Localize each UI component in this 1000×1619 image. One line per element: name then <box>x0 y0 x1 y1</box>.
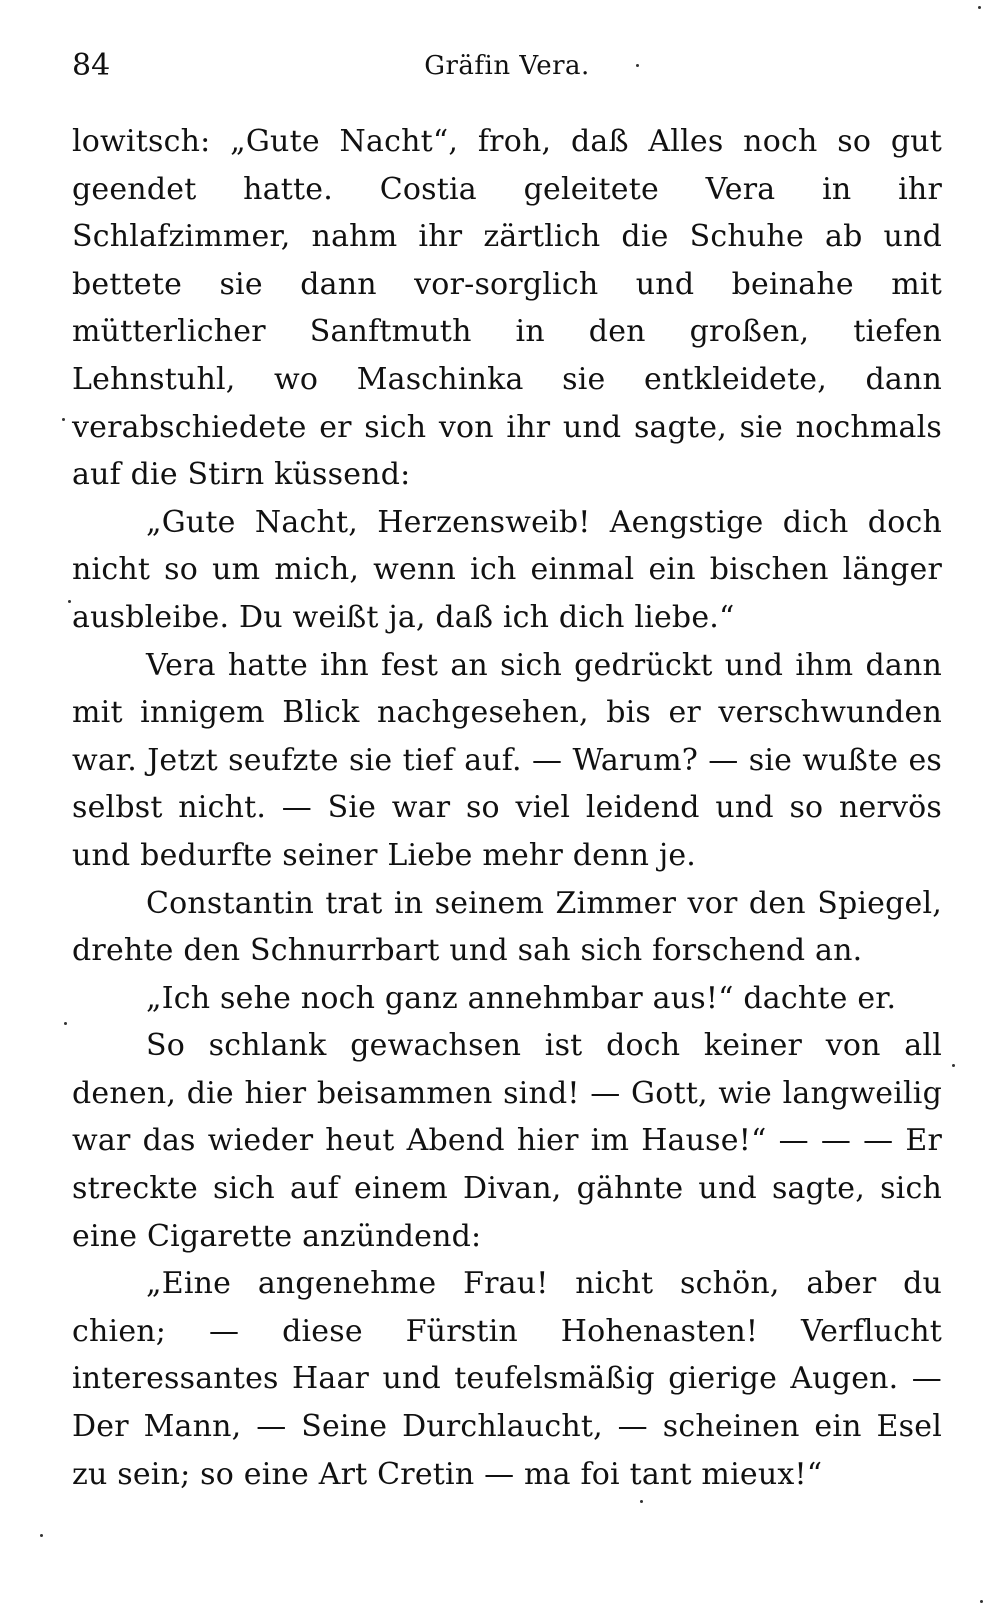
paper-speck <box>68 600 71 603</box>
paper-speck <box>640 1500 643 1503</box>
paper-speck <box>64 1022 67 1025</box>
paragraph: Constantin trat in seinem Zimmer vor den Spiegel, drehte den Schnurrbart und sah sich forschend an. <box>72 885 942 969</box>
paragraph-dialogue: „Gute Nacht, Herzensweib! Aengstige dich doch nicht so um mich, wenn ich einmal ein bischen länger ausbleibe. Du weißt ja, daß ich dich liebe.“ <box>72 504 942 635</box>
paper-speck <box>40 1534 43 1537</box>
paragraph-dialogue: „Ich sehe noch ganz annehmbar aus!“ dachte er. <box>146 980 897 1016</box>
body-text <box>72 118 942 1498</box>
paper-speck <box>636 64 639 67</box>
paragraph-continuation: lowitsch: „Gute Nacht“, froh, daß Alles noch so gut geendet hatte. Costia geleitete Vera in ihr Schlafzimmer, nahm ihr zärtlich die Schuhe ab und bettete sie dann vor-sorglich und beinahe mit mütterlicher Sanftmuth in den großen, tiefen Lehnstuhl, wo Maschinka sie entkleidete, dann verabschiedete er sich von ihr und sagte, sie nochmals auf die Stirn küssend: <box>72 124 942 493</box>
paper-speck <box>980 1600 983 1603</box>
page-number: 84 <box>72 48 111 83</box>
paragraph: Vera hatte ihn fest an sich gedrückt und ihm dann mit innigem Blick nachgesehen, bis er verschwunden war. Jetzt seufzte sie tief auf. — Warum? — sie wußte es selbst nicht. — Sie war so viel leidend und so nervös und bedurfte seiner Liebe mehr denn je. <box>72 647 942 873</box>
paragraph-dialogue: „Eine angenehme Frau! nicht schön, aber du chien; — diese Fürstin Hohenasten! Verflucht interessantes Haar und teufelsmäßig gierige Augen. — Der Mann, — Seine Durchlaucht, — scheinen ein Esel zu sein; so eine Art Cretin — ma foi tant mieux!“ <box>72 1266 942 1492</box>
page-header <box>72 46 942 90</box>
paper-speck <box>952 1064 955 1067</box>
running-title: Gräfin Vera. <box>424 51 590 81</box>
paper-speck <box>62 418 65 421</box>
paragraph: So schlank gewachsen ist doch keiner von all denen, die hier beisammen sind! — Gott, wie langweilig war das wieder heut Abend hier im Hause!“ — — — Er streckte sich auf einem Divan, gähnte und sagte, sich eine Cigarette anzündend: <box>72 1028 942 1254</box>
paper-speck <box>978 6 981 9</box>
